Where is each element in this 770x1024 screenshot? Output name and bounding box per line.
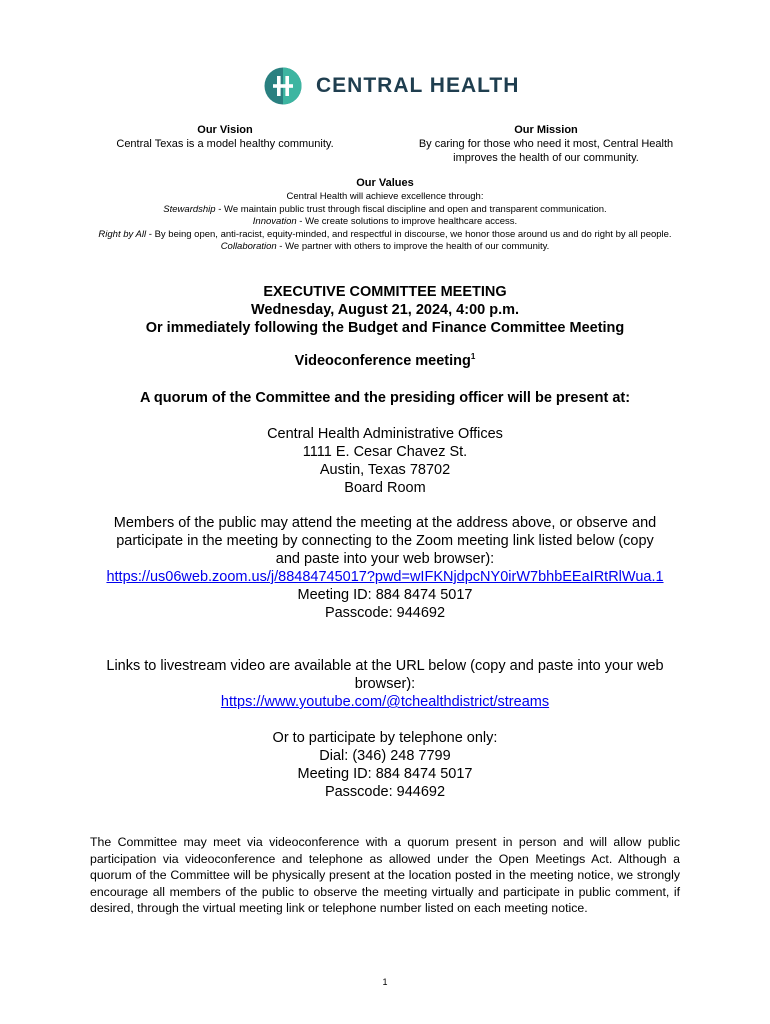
logo-wordmark: CENTRAL HEALTH	[316, 74, 520, 97]
zoom-meeting-id: Meeting ID: 884 8474 5017	[297, 587, 473, 603]
meeting-address	[60, 425, 710, 497]
public-participation	[60, 514, 710, 622]
value-item	[40, 216, 730, 229]
value-term: Collaboration	[220, 241, 277, 252]
central-health-logo-icon	[264, 67, 302, 105]
public-text-line: and paste into your web browser):	[275, 551, 495, 567]
meeting-type-text: Videoconference meeting	[294, 353, 471, 369]
value-term: Right by All	[98, 228, 147, 240]
meeting-title: EXECUTIVE COMMITTEE MEETING	[263, 284, 507, 300]
values-section	[40, 176, 730, 254]
value-description: - We partner with others to improve the health of our community.	[276, 241, 550, 252]
telephone-dial: Dial: (346) 248 7799	[319, 748, 451, 764]
public-text-line: Members of the public may attend the meeting at the address above, or observe and	[113, 515, 657, 531]
telephone-meeting-id: Meeting ID: 884 8474 5017	[297, 766, 473, 782]
value-term: Innovation	[252, 216, 297, 227]
public-text-line: participate in the meeting by connecting to the Zoom meeting link listed below (copy	[116, 533, 654, 549]
vision-heading: Our Vision	[197, 124, 253, 136]
address-line: Board Room	[344, 480, 426, 496]
zoom-link[interactable]: https://us06web.zoom.us/j/88484745017?pwd=wIFKNjdpcNY0irW7bhbEEaIRtRlWua.1	[106, 569, 664, 585]
livestream-text-line: browser):	[354, 676, 416, 692]
value-item	[40, 241, 730, 254]
central-health-logo	[264, 67, 519, 105]
value-item	[40, 204, 730, 217]
meeting-datetime: Wednesday, August 21, 2024, 4:00 p.m.	[250, 302, 520, 318]
mission-text-line-2: improves the health of our community.	[453, 152, 639, 164]
values-intro: Central Health will achieve excellence through:	[286, 191, 484, 202]
value-description: - We create solutions to improve healthcare access.	[296, 216, 518, 227]
meeting-subtitle: Or immediately following the Budget and Finance Committee Meeting	[145, 320, 625, 336]
value-description: - By being open, anti-racist, equity-minded, and respectful in discourse, we honor those around us and do right by all people.	[146, 228, 672, 240]
youtube-stream-link[interactable]: https://www.youtube.com/@tchealthdistrict/streams	[220, 694, 550, 710]
quorum-statement: A quorum of the Committee and the presiding officer will be present at:	[139, 390, 631, 406]
telephone-section	[60, 729, 710, 801]
values-heading: Our Values	[356, 177, 414, 189]
livestream-text-line: Links to livestream video are available at the URL below (copy and paste into your web	[106, 658, 664, 674]
telephone-intro: Or to participate by telephone only:	[272, 730, 498, 746]
meeting-title-block	[30, 283, 740, 337]
page-number: 1	[382, 977, 388, 987]
address-line: 1111 E. Cesar Chavez St.	[302, 444, 468, 460]
mission-text-line-1: By caring for those who need it most, Central Health	[418, 138, 674, 150]
footnote-marker: 1	[470, 352, 476, 362]
mission-heading: Our Mission	[514, 124, 578, 136]
open-meetings-disclaimer: The Committee may meet via videoconference with a quorum present in person and will allow public participation via videoconference and telephone as allowed under the Open Meetings Act. Although a quorum of the Committee will be physically present at the location posted in the meeting notice, we strongly encourage all members of the public to observe the meeting virtually and participate in public comment, if desired, through the virtual meeting link or telephone number listed on each meeting notice.	[90, 835, 680, 915]
value-term: Stewardship	[163, 203, 216, 215]
meeting-type	[30, 352, 740, 370]
telephone-passcode: Passcode: 944692	[324, 784, 446, 800]
address-line: Austin, Texas 78702	[319, 462, 451, 478]
mission-section	[400, 123, 692, 165]
value-description: - We maintain public trust through fiscal discipline and open and transparent communication.	[215, 203, 607, 215]
zoom-passcode: Passcode: 944692	[324, 605, 446, 621]
address-line: Central Health Administrative Offices	[267, 426, 503, 442]
livestream-section	[60, 657, 710, 711]
vision-text: Central Texas is a model healthy community.	[116, 138, 334, 150]
value-item	[40, 229, 730, 242]
vision-section	[100, 123, 350, 151]
